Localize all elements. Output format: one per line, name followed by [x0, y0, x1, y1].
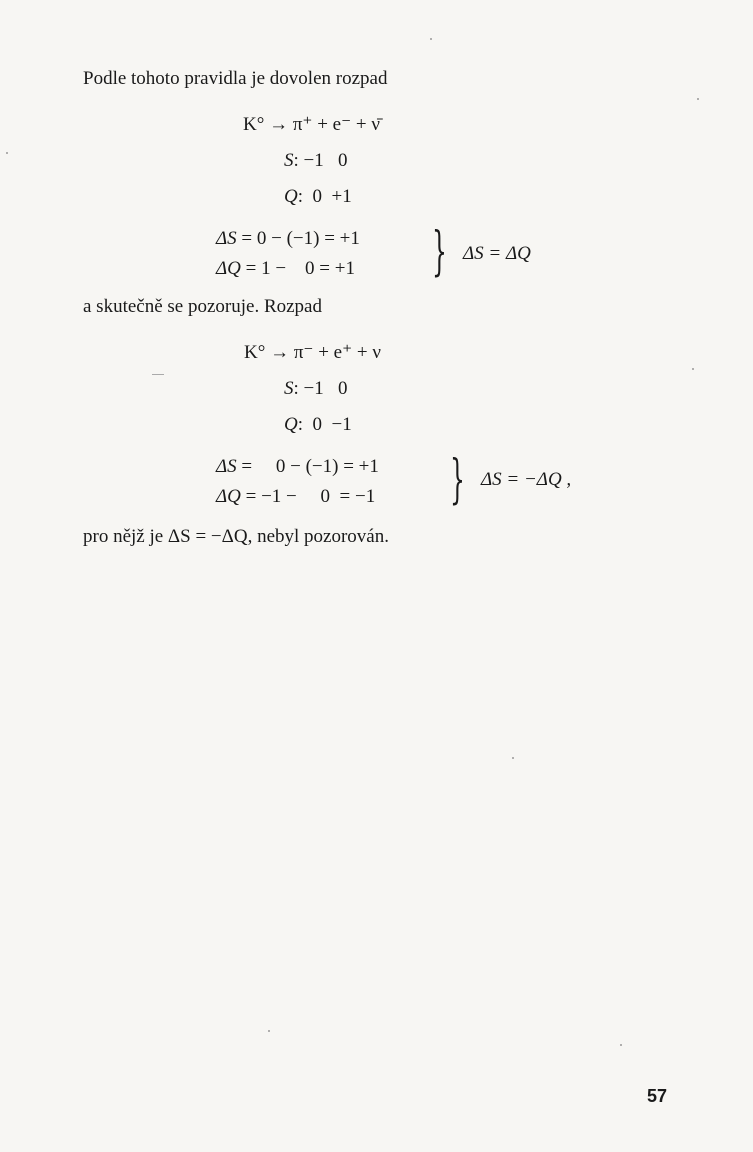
paragraph-not-observed: pro nějž je ΔS = −ΔQ, nebyl pozorován. — [83, 526, 389, 547]
decay1-delta-q-row — [216, 258, 355, 280]
decay1-arrow: → — [269, 114, 289, 135]
decay2-strangeness-row — [284, 378, 348, 400]
decay2-arrow: → — [270, 342, 290, 363]
decay2-reaction-right: π⁻ + e⁺ + ν — [293, 342, 381, 363]
decay2-q-label: Q — [284, 414, 298, 435]
decay1-s-label: S — [284, 150, 294, 171]
paper-speck — [430, 38, 432, 40]
paper-speck — [6, 152, 8, 154]
decay2-reaction-left: K° — [244, 342, 266, 363]
decay2-s-label: S — [284, 378, 294, 399]
decay1-s-values: : −1 0 — [293, 150, 348, 171]
decay1-brace: } — [432, 222, 447, 282]
paragraph-observed: a skutečně se pozoruje. Rozpad — [83, 296, 322, 317]
decay1-q-label: Q — [284, 186, 298, 207]
paper-speck — [268, 1030, 270, 1032]
decay2-dq-line: = −1 − 0 = −1 — [245, 486, 376, 507]
decay2-charge-row — [284, 414, 352, 436]
page-number: 57 — [646, 1086, 667, 1106]
decay1-reaction-left: K° — [243, 114, 265, 135]
decay1-strangeness-row — [284, 150, 348, 172]
paper-speck — [620, 1044, 622, 1046]
decay2-ds-label: ΔS — [216, 456, 237, 477]
decay2-ds-line: = 0 − (−1) = +1 — [241, 456, 379, 477]
decay1-reaction-right: π⁺ + e⁻ + ν̄ — [292, 114, 380, 135]
decay2-brace: } — [450, 450, 465, 510]
decay1-q-values: : 0 +1 — [297, 186, 352, 207]
decay1-delta-s-row — [216, 228, 360, 250]
decay1-charge-row — [284, 186, 352, 208]
decay2-delta-q-row — [216, 486, 375, 508]
paper-mark — [152, 374, 164, 375]
decay2-reaction — [244, 342, 381, 364]
paragraph-intro: Podle tohoto pravidla je dovolen rozpad — [83, 68, 388, 89]
decay1-ds-line: = 0 − (−1) = +1 — [241, 228, 360, 249]
paper-speck — [697, 98, 699, 100]
paper-speck — [512, 757, 514, 759]
decay2-delta-s-row — [216, 456, 379, 478]
decay1-ds-label: ΔS — [216, 228, 237, 249]
decay2-dq-label: ΔQ — [216, 486, 241, 507]
decay1-reaction — [243, 114, 380, 136]
decay1-dq-line: = 1 − 0 = +1 — [245, 258, 355, 279]
decay2-s-values: : −1 0 — [293, 378, 348, 399]
paper-speck — [692, 368, 694, 370]
decay1-dq-label: ΔQ — [216, 258, 241, 279]
decay2-result: ΔS = −ΔQ , — [481, 469, 572, 490]
decay1-result: ΔS = ΔQ — [463, 243, 531, 264]
decay2-q-values: : 0 −1 — [297, 414, 352, 435]
